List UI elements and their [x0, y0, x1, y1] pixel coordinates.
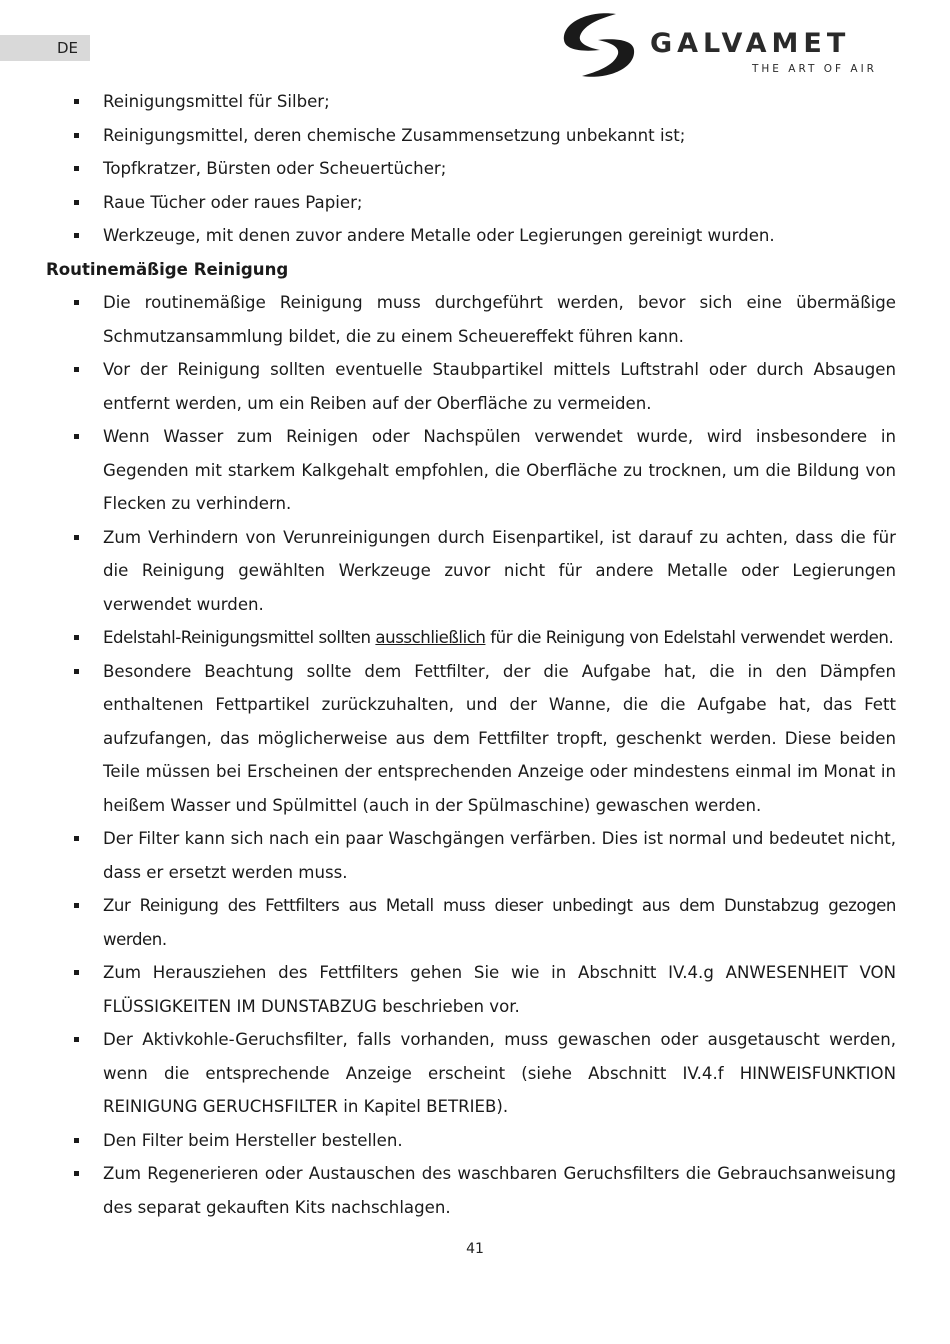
list-item: Edelstahl-Reinigungsmittel sollten ausschließlich für die Reinigung von Edelstahl verwendet werden. [46, 621, 896, 655]
page-number: 41 [466, 1241, 484, 1257]
list-item: Besondere Beachtung sollte dem Fettfilter, der die Aufgabe hat, die in den Dämpfen enthaltenen Fettpartikel zurückzuhalten, und der Wanne, die die Aufgabe hat, das Fett aufzufangen, das möglicherweise aus dem Fettfilter tropft, geschenkt werden. Diese beiden Teile müssen bei Erscheinen der entsprechenden Anzeige oder mindestens einmal im Monat in heißem Wasser und Spülmittel (auch in der Spülmaschine) gewaschen werden. [46, 655, 896, 823]
list-item: Der Aktivkohle-Geruchsfilter, falls vorhanden, muss gewaschen oder ausgetauscht werden, wenn die entsprechende Anzeige erscheint (siehe Abschnitt IV.4.f HINWEISFUNKTION REINIGUNG GERUCHSFILTER in Kapitel BETRIEB). [46, 1023, 896, 1124]
logo-swirl-icon [556, 10, 642, 82]
language-tab: DE [0, 35, 90, 61]
list-item: Der Filter kann sich nach ein paar Waschgängen verfärben. Dies ist normal und bedeutet nicht, dass er ersetzt werden muss. [46, 822, 896, 889]
bullet-icon [74, 1171, 79, 1176]
bullet-icon [74, 535, 79, 540]
bullet-icon [74, 133, 79, 138]
avoid-list [46, 85, 896, 253]
bullet-icon [74, 233, 79, 238]
bullet-icon [74, 903, 79, 908]
bullet-icon [74, 166, 79, 171]
bullet-icon [74, 434, 79, 439]
logo-wordmark: GALVAMET [650, 28, 851, 59]
list-item: Die routinemäßige Reinigung muss durchgeführt werden, bevor sich eine übermäßige Schmutzansammlung bildet, die zu einem Scheuereffekt führen kann. [46, 286, 896, 353]
list-item: Topfkratzer, Bürsten oder Scheuertücher; [46, 152, 896, 186]
logo-tagline: THE ART OF AIR [752, 63, 877, 75]
bullet-icon [74, 99, 79, 104]
list-item: Wenn Wasser zum Reinigen oder Nachspülen verwendet wurde, wird insbesondere in Gegenden mit starkem Kalkgehalt empfohlen, die Oberfläche zu trocknen, um die Bildung von Flecken zu verhindern. [46, 420, 896, 521]
list-item: Zum Verhindern von Verunreinigungen durch Eisenpartikel, ist darauf zu achten, dass die für die Reinigung gewählten Werkzeuge zuvor nicht für andere Metalle oder Legierungen verwendet wurden. [46, 521, 896, 622]
bullet-icon [74, 367, 79, 372]
section-heading: Routinemäßige Reinigung [46, 259, 289, 279]
list-item: Zum Herausziehen des Fettfilters gehen Sie wie in Abschnitt IV.4.g ANWESENHEIT VON FLÜSSIGKEITEN IM DUNSTABZUG beschrieben vor. [46, 956, 896, 1023]
list-item: Reinigungsmittel für Silber; [46, 85, 896, 119]
emphasis-text: ausschließlich [375, 628, 486, 647]
list-item: Raue Tücher oder raues Papier; [46, 186, 896, 220]
list-item: Zum Regenerieren oder Austauschen des waschbaren Geruchsfilters die Gebrauchsanweisung des separat gekauften Kits nachschlagen. [46, 1157, 896, 1224]
routine-cleaning-list [46, 286, 896, 1224]
bullet-icon [74, 300, 79, 305]
bullet-icon [74, 970, 79, 975]
bullet-icon [74, 635, 79, 640]
list-item: Reinigungsmittel, deren chemische Zusammensetzung unbekannt ist; [46, 119, 896, 153]
bullet-icon [74, 1138, 79, 1143]
bullet-icon [74, 1037, 79, 1042]
galvamet-logo [556, 10, 898, 82]
list-item: Werkzeuge, mit denen zuvor andere Metalle oder Legierungen gereinigt wurden. [46, 219, 896, 253]
bullet-icon [74, 200, 79, 205]
bullet-icon [74, 836, 79, 841]
list-item: Zur Reinigung des Fettfilters aus Metall muss dieser unbedingt aus dem Dunstabzug gezogen werden. [46, 889, 896, 956]
list-item: Den Filter beim Hersteller bestellen. [46, 1124, 896, 1158]
bullet-icon [74, 669, 79, 674]
list-item: Vor der Reinigung sollten eventuelle Staubpartikel mittels Luftstrahl oder durch Absaugen entfernt werden, um ein Reiben auf der Oberfläche zu vermeiden. [46, 353, 896, 420]
document-body [46, 85, 896, 1224]
